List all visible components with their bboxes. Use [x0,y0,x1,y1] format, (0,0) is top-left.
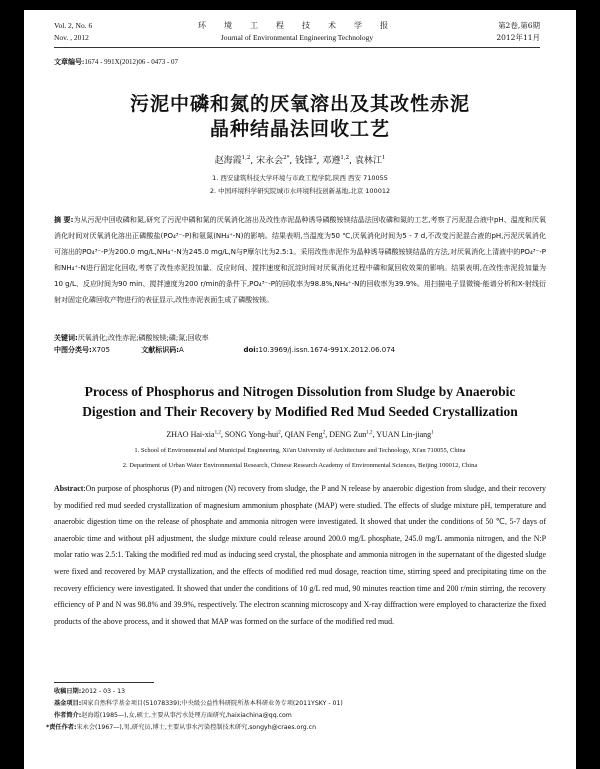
footnote-fund [54,699,546,709]
volume-issue: Vol. 2, No. 6 [54,21,93,30]
affiliation-en-1: 1. School of Environmental and Municipal Engineering, Xi'an University of Architecture and Technology, Xi'an 710055, China [134,447,466,454]
footnote-corresponding-author [46,723,546,733]
authors-en: ZHAO Hai-xia$^{1,2}$, SONG Yong-hui$^2$, QIAN Feng$^2$, DENG Zun$^{1,2}$, YUAN Lin-jiang$^1$ [166,430,434,439]
author-affil-sup: 1,2 [340,155,350,161]
fund-label: 基金项目: [54,700,82,707]
author-affil-sup: 1,2 [366,430,373,436]
title-cn [24,92,576,142]
journal-name-cn: 环 境 工 程 技 术 学 报 [198,21,396,30]
author-en: QIAN Feng [284,430,323,439]
article-number-label: 文章编号: [54,58,85,66]
doc-code-value: A [179,346,184,354]
corresponding-text: 宋永会(1967—),男,研究员,博士,主要从事水污染控制技术研究,songyh@craes.org.cn [76,724,316,731]
classification-line [54,344,546,356]
article-number-value: 1674 - 991X(2012)06 - 0473 - 07 [84,58,179,66]
abstract-en-text: :On purpose of phosphorus (P) and nitrogen (N) recovery from sludge, the P and N release by anaerobic digestion from sludge, and their recovery by modified red mud seeded crystallization of magnesium ammonium phosphate (MAP) were studied. The effects of sludge mixture pH, temperature and anaerobic digestion time on the release of phosphate and ammonia nitrogen were investigated. It showed that under the conditions of 50 ℃, 5-7 days of anaerobic time and without pH adjustment, the sludge mixture could release around 200.0 mg/L phosphate, 245.0 mg/L ammonia nitrogen, and the N:P molar ratio was 2.5:1. Taking the modified red mud as inducing seed crystal, the phosphate and ammonia nitrogen in the supernatant of the digested sludge were fixed and recovered by MAP crystallization, and the effects of modified red mud dosage, reaction time, stirring speed and precipitating time on the recovery efficiency were investigated. It showed that under the conditions of 10 g/L red mud, 90 minutes reaction time and 200 r/min stirring, the recovery efficiency of P and N was 98.8% and 39.9%, respectively. The electron scanning microscopy and X-ray diffraction were employed to characterize the fixed products of the above process, and it showed that MAP was formed on the surface of the modified red mud. [54,484,546,626]
affiliation-en-2: 2. Department of Urban Water Environmental Research, Chinese Research Academy of Environmental Sciences, Beijing 100012, China [122,462,478,469]
author-en: ZHAO Hai-xia [166,430,215,439]
author-cn: 邓遵 [322,156,341,166]
affiliation-cn-1: 1. 西安建筑科技大学环境与市政工程学院,陕西 西安 710055 [212,174,388,182]
corresponding-label: *责任作者: [46,724,77,731]
received-label: 收稿日期: [54,688,82,695]
header-center [54,20,540,44]
keywords-cn-text: 厌氧消化;改性赤泥;磷酸铵镁;磷;氮;回收率 [77,334,209,342]
received-date: 2012 - 03 - 13 [81,688,126,695]
keywords-cn [54,332,546,344]
header-right [496,20,540,44]
abstract-cn-label: 摘 要: [54,216,74,224]
abstract-en-label: Abstract [54,484,84,493]
author-affil-sup: 2 [322,430,326,436]
doi-value: 10.3969/j.issn.1674-991X.2012.06.074 [258,346,396,354]
document-code [141,344,241,356]
author-en: SONG Yong-hui [224,430,279,439]
doi-label: doi: [243,346,259,354]
abstract-cn-text: 为从污泥中回收磷和氮,研究了污泥中磷和氮的厌氧消化溶出及改性赤泥晶种诱导磷酸铵镁结晶法回收磷和氮的工艺,考察了污泥混合液中pH、温度和厌氧消化时间对厌氧消化溶出正磷酸盐(PO₄³⁻-P)和氨氮(NH₄⁺-N)的影响。结果表明,当温度为50 ℃,厌氧消化时间为5 - 7 d,不改变污泥混合液的pH,污泥厌氧消化可溶出的PO₄³⁻-P为200.0 mg/L,NH₄⁺-N为245.0 mg/L,N与P摩尔比为2.5:1。采用改性赤泥作为晶种诱导磷酸铵镁结晶的方法,对厌氧消化上清液中的PO₄³⁻-P和NH₄⁺-N进行固定化回收,考察了改性赤泥投加量、反应时间、搅拌速度和沉淀时间对厌氧消化过程中磷和氮回收效果的影响。结果表明,在改性赤泥投加量为10 g/L、反应时间为90 min、搅拌速度为200 r/min的条件下,PO₄³⁻-P的回收率为98.8%,NH₄⁺-N的回收率为39.9%。用扫描电子显微镜-能谱分析和X-射线衍射对固定化磷回收产物进行的表征显示,改性赤泥表面生成了磷酸铵镁。 [54,216,546,304]
paper-page [24,10,576,769]
author-affil-sup: 2 [278,430,281,436]
doi [243,344,395,356]
journal-name-en: Journal of Environmental Engineering Technology [220,33,374,42]
author-en: YUAN Lin-jiang [376,430,432,439]
footnote-divider [54,682,154,683]
author-en: DENG Zun [329,430,367,439]
author-bio-label: 作者简介: [54,712,82,719]
doc-code-label: 文献标识码: [141,346,180,354]
author-affil-sup: 1,2 [241,155,251,161]
author-affil-sup: 2 [313,155,317,161]
author-cn: 赵海霞 [214,156,242,166]
clc-value: X705 [91,346,110,354]
author-affil-sup: 2* [283,155,290,161]
abstract-en [54,481,546,630]
affiliation-cn-2: 2. 中国环境科学研究院城市水环境科技创新基地,北京 100012 [209,187,391,195]
author-bio-text: 赵海霞(1985—),女,硕士,主要从事污水处理方面研究,haixiachina@qq.com [81,712,292,719]
title-cn-line2: 晶种结晶法回收工艺 [209,118,390,140]
abstract-cn [54,212,546,308]
clc-label: 中图分类号: [54,346,92,354]
issue-date: Nov. , 2012 [54,33,89,42]
keywords-cn-label: 关键词: [54,334,78,342]
title-en [24,382,576,422]
title-cn-line1: 污泥中磷和氮的厌氧溶出及其改性赤泥 [129,93,470,115]
journal-header [54,18,540,48]
author-cn: 钱锋 [295,156,314,166]
author-cn: 宋永会 [256,156,284,166]
clc-number [54,344,139,356]
footnote-author-bio [54,711,546,721]
author-affil-sup: 1 [381,155,386,161]
fund-text: 国家自然科学基金项目(51078339);中央级公益性科研院所基本科研业务专项(2011YSKY - 01) [81,700,343,707]
issue-date-cn: 2012年11月 [496,33,540,42]
volume-issue-cn: 第2卷,第6期 [498,21,540,30]
title-en-line2: Digestion and Their Recovery by Modified Red Mud Seeded Crystallization [82,404,518,419]
footnote-received [54,687,546,697]
authors-cn: 赵海霞$^{1,2}$, 宋永会$^{2*}$, 钱锋$^2$, 邓遵$^{1,2}$, 袁林江$^1$ [214,155,386,166]
author-cn: 袁林江 [354,156,382,166]
title-en-line1: Process of Phosphorus and Nitrogen Dissolution from Sludge by Anaerobic [84,384,516,399]
author-affil-sup: 1,2 [214,430,221,436]
article-number [54,57,178,67]
author-affil-sup: 1 [431,430,434,436]
